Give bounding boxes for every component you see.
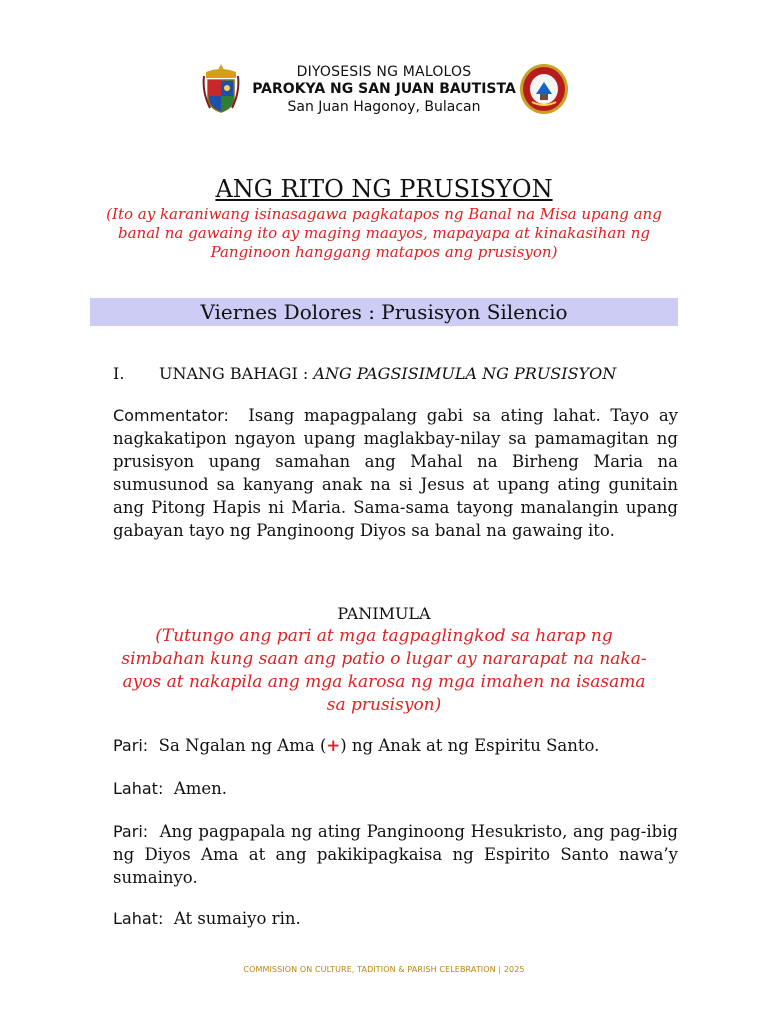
dialogue-text: At sumaiyo rin.: [173, 909, 301, 928]
parish-location: San Juan Hagonoy, Bulacan: [287, 99, 481, 115]
panimula-heading: PANIMULA: [337, 604, 431, 623]
parish-name: PAROKYA NG SAN JUAN BAUTISTA: [252, 81, 516, 97]
diocese-name: DIYOSESIS NG MALOLOS: [296, 64, 472, 80]
dialogue-text: Ang pagpapala ng ating Panginoong Hesukristo, ang pag-ibig ng Diyos Ama at ang pakikipagkaisa ng Espirito Santo nawa’y sumainyo.: [113, 822, 678, 887]
speaker-label: Commentator:: [113, 406, 229, 425]
commentator-text: Isang mapagpalang gabi sa ating lahat. Tayo ay nagkakatipon ngayon upang maglakbay-nilay sa pamamagitan ng prusisyon upang samahan ang Mahal na Birheng Maria na sumusunod sa kanyang anak na si Jesus at upang ating gunitain ang Pitong Hapis ni Maria. Sama-sama tayong manalangin upang gabayan tayo ng Panginoong Diyos sa banal na gawaing ito.: [113, 406, 678, 540]
dialogue-line: [113, 777, 678, 800]
page-footer: COMMISSION ON CULTURE, TADITION & PARISH CELEBRATION | 2025: [243, 965, 525, 974]
speaker-label: Lahat:: [113, 779, 164, 798]
parish-header: [0, 62, 768, 122]
commentator-paragraph: [113, 404, 678, 542]
dialogue-text-pre: Sa Ngalan ng Ama (: [158, 736, 327, 755]
document-title: ANG RITO NG PRUSISYON: [215, 175, 553, 203]
speaker-label: Lahat:: [113, 909, 164, 928]
intro-rubric: (Ito ay karaniwang isinasagawa pagkatapos ng Banal na Misa upang ang banal na gawaing ito ay maging maayos, mapayapa at kinakasihan ng Panginoon hanggang matapos ang prusisyon): [106, 205, 662, 261]
section-label-plain: UNANG BAHAGI :: [159, 364, 314, 383]
dialogue-line: [113, 734, 678, 757]
parish-seal-icon: [518, 62, 570, 116]
section-label: [159, 364, 616, 383]
dialogue-line: [113, 820, 678, 889]
section-label-italic: ANG PAGSISIMULA NG PRUSISYON: [313, 364, 617, 383]
section-number: I.: [113, 364, 125, 383]
sign-of-cross-mark: +: [326, 736, 341, 755]
speaker-label: Pari:: [113, 736, 149, 755]
occasion-title: Viernes Dolores : Prusisyon Silencio: [200, 300, 568, 324]
dialogue-text-post: ) ng Anak at ng Espiritu Santo.: [340, 736, 600, 755]
dialogue-line: [113, 907, 678, 930]
dialogue-text: Amen.: [173, 779, 228, 798]
panimula-rubric: (Tutungo ang pari at mga tagpaglingkod sa harap ng simbahan kung saan ang patio o lugar ay nararapat na naka-ayos at nakapila ang mga karosa ng mga imahen na isasama sa prusisyon): [121, 626, 647, 715]
occasion-band: [90, 298, 678, 326]
speaker-label: Pari:: [113, 822, 149, 841]
